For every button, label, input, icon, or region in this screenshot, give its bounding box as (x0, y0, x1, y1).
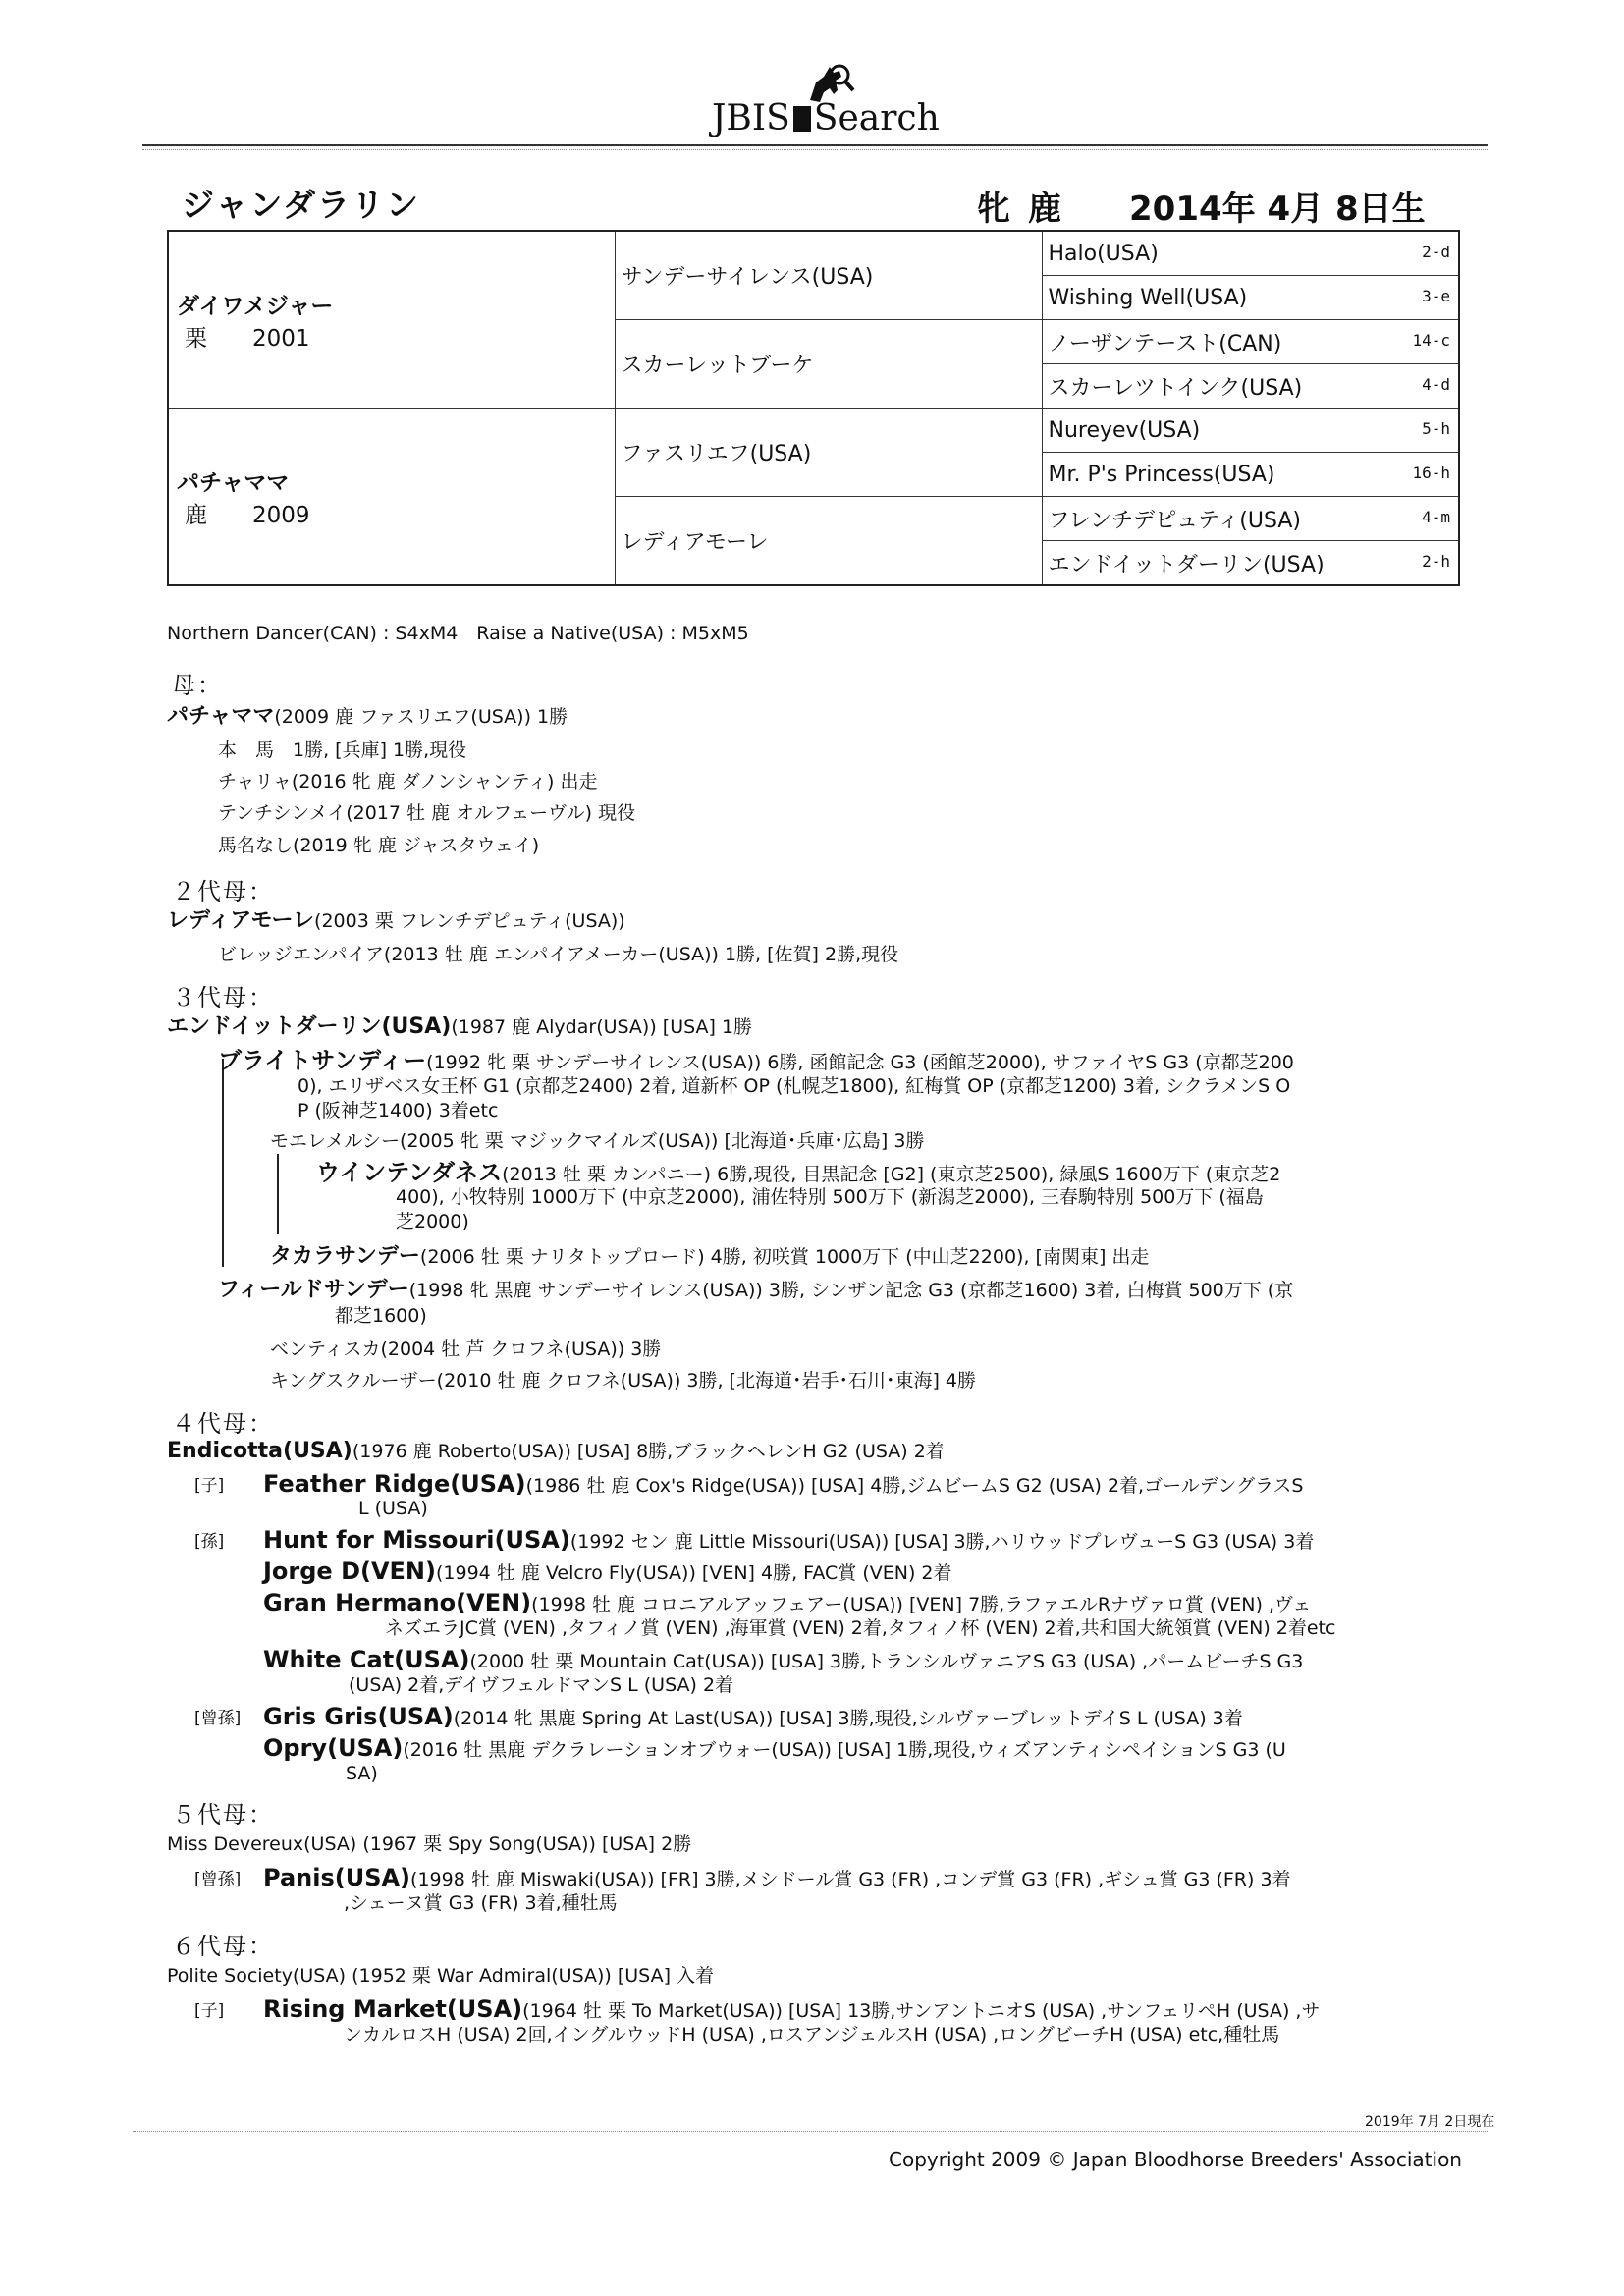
dam-name: パチャママ (177, 469, 290, 496)
dam2-header: レディアモーレ(2003 栗 フレンチデピュティ(USA)) (167, 908, 625, 933)
progeny-takara-sunday: タカラサンデー(2006 牡 栗 ナリタトップロード) 4勝, 初咲賞 1000万下 (中山芝2200), [南関東] 出走 (270, 1244, 1150, 1269)
dam4-header: Endicotta(USA)(1976 鹿 Roberto(USA)) [USA] 8勝,ブラックヘレンH G2 (USA) 2着 (167, 1439, 945, 1463)
progeny-opry-cont: SA) (346, 1763, 378, 1784)
descendant-tree-line (277, 1154, 279, 1234)
progeny-feather-ridge: Feather Ridge(USA)(1986 牡 鹿 Cox's Ridge(USA)) [USA] 4勝,ジムビームS G2 (USA) 2着,ゴールデングラスS (263, 1470, 1304, 1498)
section-heading-dam4: ４代母： (172, 1410, 274, 1438)
dam1-progeny-line: テンチシンメイ(2017 牡 鹿 オルフェーヴル) 現役 (218, 802, 636, 824)
pedigree-g3-cell: Wishing Well(USA) 3-e (1042, 276, 1459, 320)
dam1-progeny-line: 馬名なし(2019 牝 鹿 ジャスタウェイ) (218, 835, 540, 856)
section-heading-dam6: ６代母： (172, 1933, 274, 1960)
horse-sex-color: 牝鹿 (977, 190, 1079, 229)
progeny-field-sunday: フィールドサンデー(1998 牝 黒鹿 サンデーサイレンス(USA)) 3勝, シンザン記念 G3 (京都芝1600) 3着, 白梅賞 500万下 (京 (218, 1278, 1294, 1302)
progeny-panis: Panis(USA)(1998 牡 鹿 Miswaki(USA)) [FR] 3勝,メシドール賞 G3 (FR) ,コンデ賞 G3 (FR) ,ギシュ賞 G3 (FR) 3着 (263, 1864, 1291, 1891)
header-divider (142, 144, 1488, 146)
progeny-white-cat-cont: (USA) 2着,デイヴフェルドマンS L (USA) 2着 (349, 1674, 734, 1696)
progeny-opry: Opry(USA)(2016 牡 黒鹿 デクラレーションオブウォー(USA)) [USA] 1勝,現役,ウィズアンティシペイションS G3 (U (263, 1734, 1286, 1762)
progeny-feather-ridge-cont: L (USA) (358, 1498, 428, 1519)
inbreeding-note: Northern Dancer(CAN) : S4xM4 Raise a Native(USA) : M5xM5 (167, 623, 749, 644)
logo-text: JBIS Search (712, 98, 940, 138)
horse-logo-icon (800, 61, 859, 110)
pedigree-g2-cell: スカーレットブーケ (615, 320, 1042, 409)
dam5-header: Miss Devereux(USA) (1967 栗 Spy Song(USA)) [USA] 2勝 (167, 1833, 692, 1855)
progeny-gran-hermano-cont: ネズエラJC賞 (VEN) ,タフィノ賞 (VEN) ,海軍賞 (VEN) 2着,タフィノ杯 (VEN) 2着,共和国大統領賞 (VEN) 2着etc (385, 1617, 1336, 1639)
horse-name: ジャンダラリン (182, 186, 421, 224)
section-heading-dam1: 母： (172, 672, 223, 699)
horse-birth-date: 2014年 4月 8日生 (1129, 190, 1426, 229)
progeny-ventisca: ベンティスカ(2004 牡 芦 クロフネ(USA)) 3勝 (270, 1339, 662, 1360)
progeny-white-cat: White Cat(USA)(2000 牡 栗 Mountain Cat(USA)) [USA] 3勝,トランシルヴァニアS G3 (USA) ,パームビーチS G3 (263, 1646, 1304, 1673)
sire-name: ダイワメジャー (177, 293, 334, 319)
pedigree-g3-cell: Nureyev(USA) 5-h (1042, 409, 1459, 453)
pedigree-g3-cell: Halo(USA) 2-d (1042, 231, 1459, 276)
sire-info: 栗 2001 (185, 325, 310, 352)
progeny-win-tenderness-cont: 芝2000) (396, 1211, 469, 1232)
section-heading-dam2: ２代母： (172, 878, 274, 905)
progeny-moere-mercy: モエレメルシー(2005 牝 栗 マジックマイルズ(USA)) [北海道･兵庫･広島] 3勝 (270, 1130, 925, 1152)
relation-tag: [曾孫] (194, 1870, 242, 1889)
dam1-progeny-line: チャリャ(2016 牝 鹿 ダノンシャンティ) 出走 (218, 771, 598, 793)
relation-tag: [子] (194, 1476, 225, 1496)
pedigree-g3-cell: フレンチデピュティ(USA) 4-m (1042, 497, 1459, 541)
sire-cell (168, 231, 615, 409)
progeny-bright-sunday-cont: 0), エリザベス女王杯 G1 (京都芝2400) 2着, 道新杯 OP (札幌芝1800), 紅梅賞 OP (京都芝1200) 3着, シクラメンS O (298, 1075, 1291, 1097)
pedigree-g2-cell: サンデーサイレンス(USA) (615, 231, 1042, 320)
pedigree-g2-cell: ファスリエフ(USA) (615, 409, 1042, 497)
dam-cell (168, 409, 615, 586)
progeny-jorge-d: Jorge D(VEN)(1994 牡 鹿 Velcro Fly(USA)) [VEN] 4勝, FAC賞 (VEN) 2着 (263, 1558, 952, 1585)
pedigree-g2-cell: レディアモーレ (615, 497, 1042, 586)
dam6-header: Polite Society(USA) (1952 栗 War Admiral(USA)) [USA] 入着 (167, 1965, 715, 1987)
dam2-progeny-line: ビレッジエンパイア(2013 牡 鹿 エンパイアメーカー(USA)) 1勝, [佐賀] 2勝,現役 (218, 944, 899, 965)
pedigree-g3-cell: スカーレツトインク(USA) 4-d (1042, 364, 1459, 409)
progeny-kings-cruiser: キングスクルーザー(2010 牡 鹿 クロフネ(USA)) 3勝, [北海道･岩手･石川･東海] 4勝 (270, 1370, 977, 1392)
pedigree-g3-cell: Mr. P's Princess(USA) 16-h (1042, 453, 1459, 497)
progeny-hunt-for-missouri: Hunt for Missouri(USA)(1992 セン 鹿 Little Missouri(USA)) [USA] 3勝,ハリウッドプレヴューS G3 (USA) 3着 (263, 1526, 1315, 1554)
pedigree-g3-cell: エンドイットダーリン(USA) 2-h (1042, 541, 1459, 586)
relation-tag: [曾孫] (194, 1709, 242, 1728)
footer-divider (133, 2131, 1488, 2132)
progeny-win-tenderness: ウインテンダネス(2013 牡 栗 カンパニー) 6勝,現役, 目黒記念 [G2] (東京芝2500), 緑風S 1600万下 (東京芝2 (316, 1159, 1281, 1186)
dam-info: 鹿 2009 (185, 502, 310, 528)
descendant-tree-line (222, 1059, 224, 1267)
pedigree-table (167, 230, 1460, 586)
relation-tag: [子] (194, 2001, 225, 2021)
relation-tag: [孫] (194, 1532, 225, 1552)
section-heading-dam3: ３代母： (172, 984, 274, 1011)
pedigree-g3-cell: ノーザンテースト(CAN) 14-c (1042, 320, 1459, 364)
as-of-date: 2019年 7月 2日現在 (1365, 2114, 1495, 2130)
progeny-rising-market: Rising Market(USA)(1964 牡 栗 To Market(USA)) [USA] 13勝,サンアントニオS (USA) ,サンフェリペH (USA) ,サ (263, 1995, 1321, 2023)
progeny-rising-market-cont: ンカルロスH (USA) 2回,イングルウッドH (USA) ,ロスアンジェルスH (USA) ,ロングビーチH (USA) etc,種牡馬 (344, 2024, 1280, 2046)
section-heading-dam5: ５代母： (172, 1801, 274, 1829)
progeny-field-sunday-cont: 都芝1600) (335, 1305, 427, 1327)
dam1-header: パチャママ(2009 鹿 ファスリエフ(USA)) 1勝 (167, 704, 568, 729)
dam1-progeny-line: 本 馬 1勝, [兵庫] 1勝,現役 (218, 739, 467, 761)
progeny-gran-hermano: Gran Hermano(VEN)(1998 牡 鹿 コロニアルアッフェアー(USA)) [VEN] 7勝,ラファエルRナヴァロ賞 (VEN) ,ヴェ (263, 1589, 1312, 1616)
progeny-bright-sunday-cont: P (阪神芝1400) 3着etc (298, 1100, 499, 1121)
progeny-bright-sunday: ブライトサンディー(1992 牝 栗 サンデーサイレンス(USA)) 6勝, 函館記念 G3 (函館芝2000), サファイヤS G3 (京都芝200 (218, 1047, 1294, 1074)
progeny-panis-cont: ,シェーヌ賞 G3 (FR) 3着,種牡馬 (344, 1892, 618, 1914)
progeny-gris-gris: Gris Gris(USA)(2014 牝 黒鹿 Spring At Last(USA)) [USA] 3勝,現役,シルヴァーブレットデイS L (USA) 3着 (263, 1703, 1243, 1730)
dam3-header: エンドイットダーリン(USA)(1987 鹿 Alydar(USA)) [USA] 1勝 (167, 1014, 753, 1039)
copyright-notice: Copyright 2009 © Japan Bloodhorse Breeders' Association (889, 2148, 1462, 2171)
progeny-win-tenderness-cont: 400), 小牧特別 1000万下 (中京芝2000), 浦佐特別 500万下 (新潟芝2000), 三春駒特別 500万下 (福島 (396, 1186, 1264, 1208)
header-divider-dotted (142, 149, 1488, 150)
jbis-search-logo (707, 61, 962, 149)
